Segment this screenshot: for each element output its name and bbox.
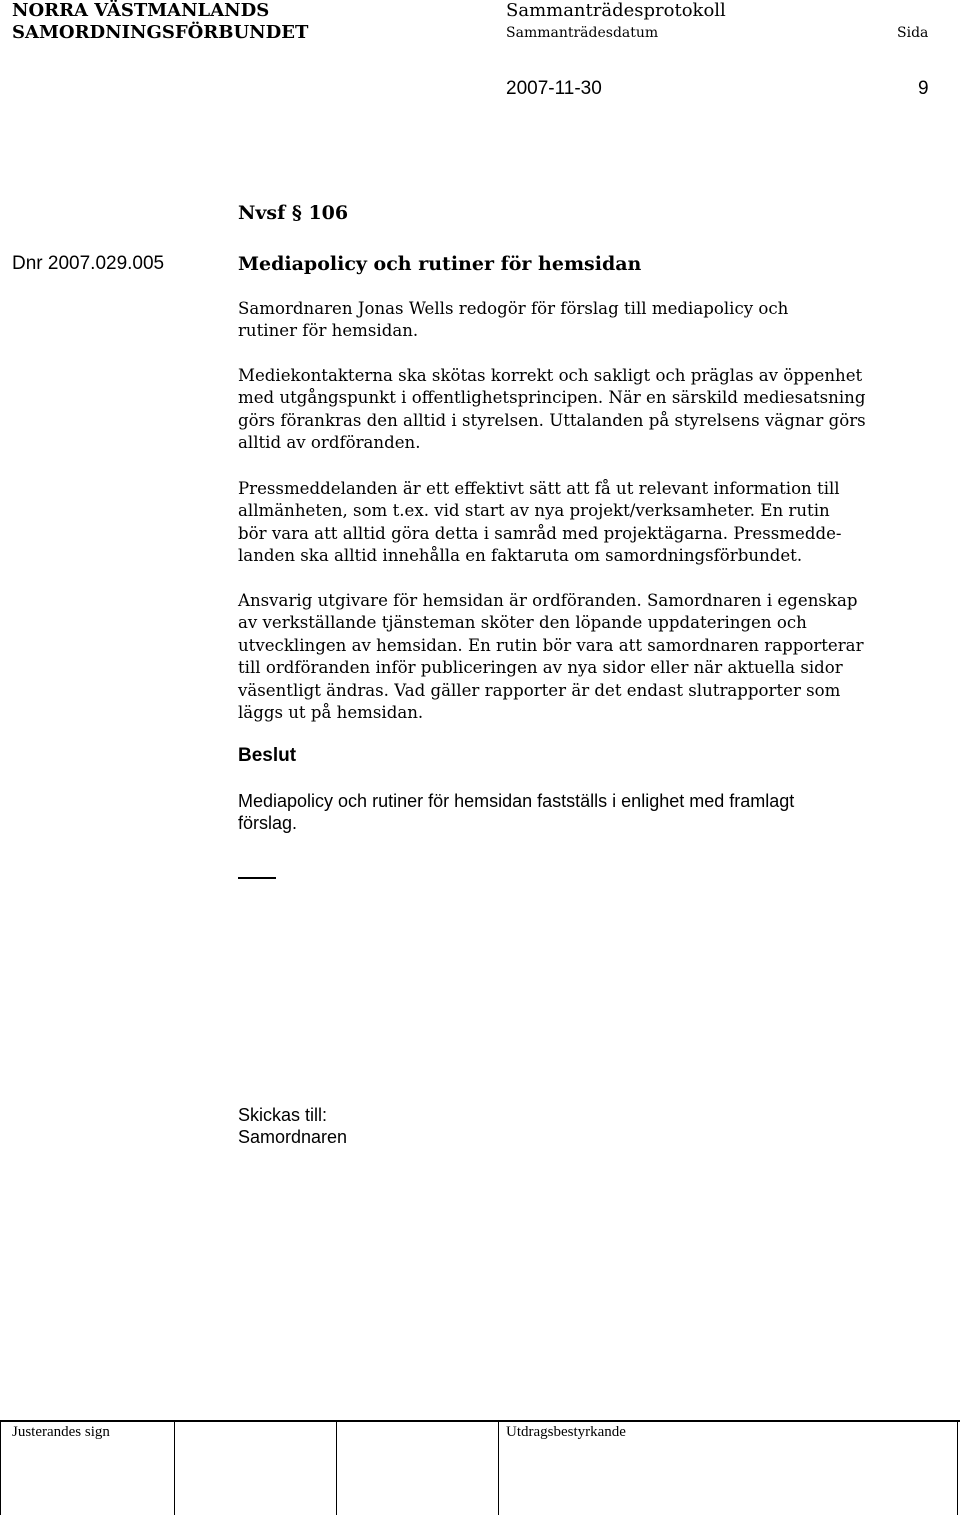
distribution-block xyxy=(238,1104,938,1149)
text-line: Mediekontakterna ska skötas korrekt och sakligt och präglas av öppenhet xyxy=(238,366,863,385)
text-line: med utgångspunkt i offentlighetsprincipen. När en särskild mediesatsning xyxy=(238,388,866,408)
paragraph-press-releases xyxy=(238,478,938,568)
text-line: rutiner för hemsidan. xyxy=(238,321,419,341)
text-line: av verkställande tjänsteman sköter den löpande uppdateringen och xyxy=(238,613,807,633)
footer-sign-cell xyxy=(336,1420,498,1515)
paragraph-media-contacts xyxy=(238,365,938,455)
text-line: väsentligt ändras. Vad gäller rapporter är det endast slutrapporter som xyxy=(238,680,841,700)
text-line: bör vara att alltid göra detta i samråd med projektägarna. Pressmedde- xyxy=(238,523,842,543)
page-label: Sida xyxy=(897,25,929,41)
distribution-recipient: Samordnaren xyxy=(238,1127,348,1148)
decision-heading: Beslut xyxy=(238,745,297,766)
text-line: utvecklingen av hemsidan. En rutin bör vara att samordnaren rapporterar xyxy=(238,635,864,655)
document-type: Sammanträdesprotokoll xyxy=(506,0,726,21)
meeting-date: 2007-11-30 xyxy=(506,78,602,99)
footer-sign-label: Justerandes sign xyxy=(12,1424,110,1440)
text-line: förslag. xyxy=(238,813,298,834)
text-line: läggs ut på hemsidan. xyxy=(238,703,424,723)
diary-number: Dnr 2007.029.005 xyxy=(12,253,165,274)
text-line: Samordnaren Jonas Wells redogör för förslag till mediapolicy och xyxy=(238,299,789,318)
text-line: Mediapolicy och rutiner för hemsidan fastställs i enlighet med framlagt xyxy=(238,791,795,811)
text-line: Pressmeddelanden är ett effektivt sätt att få ut relevant information till xyxy=(238,479,840,498)
decision-text xyxy=(238,790,938,835)
page-number: 9 xyxy=(918,78,929,99)
item-number: Nvsf § 106 xyxy=(238,202,349,224)
footer-sign-cell xyxy=(174,1420,336,1515)
text-line: till ordföranden inför publiceringen av nya sidor eller när aktuella sidor xyxy=(238,658,843,678)
text-line: görs förankras den alltid i styrelsen. Uttalanden på styrelsens vägnar görs xyxy=(238,410,866,430)
paragraph-intro xyxy=(238,298,938,343)
paragraph-website-publisher xyxy=(238,590,938,724)
text-line: alltid av ordföranden. xyxy=(238,433,421,453)
distribution-label: Skickas till: xyxy=(238,1105,328,1125)
date-label: Sammanträdesdatum xyxy=(506,25,659,41)
org-name-line2: SAMORDNINGSFÖRBUNDET xyxy=(12,22,309,43)
separator-line xyxy=(238,877,276,879)
text-line: landen ska alltid innehålla en faktaruta om samordningsförbundet. xyxy=(238,546,803,566)
footer-extract-label: Utdragsbestyrkande xyxy=(506,1424,626,1440)
text-line: Ansvarig utgivare för hemsidan är ordföranden. Samordnaren i egenskap xyxy=(238,591,858,610)
org-name-line1: NORRA VÄSTMANLANDS xyxy=(12,0,270,21)
text-line: allmänheten, som t.ex. vid start av nya projekt/verksamheter. En rutin xyxy=(238,501,830,521)
item-title: Mediapolicy och rutiner för hemsidan xyxy=(238,253,642,275)
